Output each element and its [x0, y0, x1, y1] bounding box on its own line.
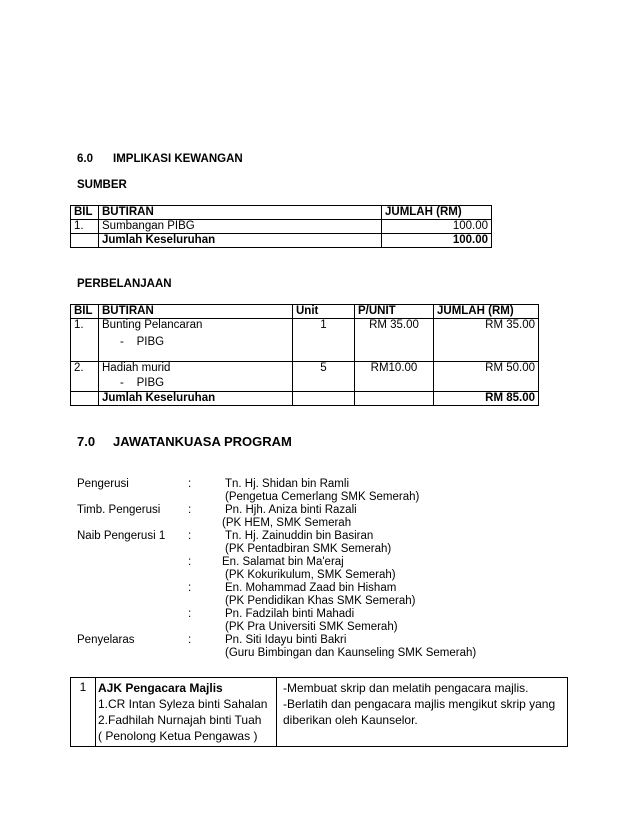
header-unit: Unit: [293, 305, 355, 319]
colon: :: [188, 608, 192, 620]
total-value: RM 85.00: [434, 392, 539, 406]
table-header-row: [71, 305, 539, 319]
cell-butiran: [99, 319, 293, 362]
colon: :: [188, 530, 192, 542]
colon: :: [188, 582, 192, 594]
colon: :: [188, 556, 192, 568]
colon: :: [188, 478, 192, 490]
ajk-task: -Berlatih dan pengacara majlis mengikut skrip yang: [283, 697, 556, 711]
header-jumlah: JUMLAH (RM): [382, 206, 492, 220]
member-name: Tn. Hj. Zainuddin bin Basiran: [225, 530, 374, 542]
role-label: Pengerusi: [77, 478, 129, 490]
cell-bil: 1.: [71, 319, 99, 362]
role-label: Naib Pengerusi 1: [77, 530, 166, 542]
empty-cell: [355, 392, 434, 406]
table-row: [71, 220, 492, 234]
ajk-task: -Membuat skrip dan melatih pengacara majlis.: [283, 681, 529, 695]
member-post: (PK Pentadbiran SMK Semerah): [225, 543, 392, 555]
member-post: (Pengetua Cemerlang SMK Semerah): [225, 491, 420, 503]
header-butiran: BUTIRAN: [99, 206, 382, 220]
role-label: Penyelaras: [77, 634, 135, 646]
cell-ajk: [96, 678, 277, 747]
item-label: Hadiah murid: [102, 362, 171, 374]
cell-bil: 2.: [71, 362, 99, 392]
cell-no: 1: [71, 678, 96, 747]
colon: :: [188, 634, 192, 646]
member-post: (PK Pra Universiti SMK Semerah): [225, 621, 398, 633]
total-label: Jumlah Keseluruhan: [99, 234, 382, 248]
cell-jumlah: 100.00: [382, 220, 492, 234]
header-butiran: BUTIRAN: [99, 305, 293, 319]
cell-unit: 5: [293, 362, 355, 392]
cell-butiran: Sumbangan PIBG: [99, 220, 382, 234]
perbelanjaan-table: [70, 304, 539, 406]
item-label: Bunting Pelancaran: [102, 319, 203, 331]
table-row: [71, 319, 539, 362]
item-sub: - PIBG: [120, 336, 165, 348]
ajk-table: [70, 677, 568, 747]
member-name: Pn. Fadzilah binti Mahadi: [225, 608, 355, 620]
empty-cell: [71, 234, 99, 248]
member-name: En. Mohammad Zaad bin Hisham: [225, 582, 397, 594]
sumber-heading: SUMBER: [77, 179, 127, 191]
table-row: [71, 678, 568, 747]
header-bil: BIL: [71, 305, 99, 319]
table-total-row: [71, 392, 539, 406]
ajk-member: 2.Fadhilah Nurnajah binti Tuah: [98, 713, 262, 727]
empty-cell: [293, 392, 355, 406]
cell-jumlah: RM 50.00: [434, 362, 539, 392]
table-row: [71, 362, 539, 392]
table-total-row: [71, 234, 492, 248]
member-name: Pn. Siti Idayu binti Bakri: [225, 634, 347, 646]
section-number: 7.0: [77, 434, 96, 449]
table-header-row: [71, 206, 492, 220]
section-title: JAWATANKUASA PROGRAM: [113, 434, 292, 449]
role-label: Timb. Pengerusi: [77, 504, 161, 516]
member-name: Tn. Hj. Shidan bin Ramli: [225, 478, 349, 490]
perbelanjaan-heading: PERBELANJAAN: [77, 278, 172, 290]
item-sub: - PIBG: [120, 377, 165, 389]
total-value: 100.00: [382, 234, 492, 248]
empty-cell: [71, 392, 99, 406]
ajk-title: AJK Pengacara Majlis: [98, 681, 223, 695]
ajk-member: 1.CR Intan Syleza binti Sahalan: [98, 697, 268, 711]
member-post: (PK Pendidikan Khas SMK Semerah): [225, 595, 416, 607]
header-jumlah: JUMLAH (RM): [434, 305, 539, 319]
member-post: (PK HEM, SMK Semerah: [222, 517, 352, 529]
section-title: IMPLIKASI KEWANGAN: [113, 153, 243, 165]
total-label: Jumlah Keseluruhan: [99, 392, 293, 406]
cell-tasks: [277, 678, 568, 747]
ajk-task: diberikan oleh Kaunselor.: [283, 713, 418, 727]
cell-unit: 1: [293, 319, 355, 362]
cell-butiran: [99, 362, 293, 392]
cell-punit: RM10.00: [355, 362, 434, 392]
member-post: (PK Kokurikulum, SMK Semerah): [225, 569, 396, 581]
ajk-member: ( Penolong Ketua Pengawas ): [98, 729, 258, 743]
header-punit: P/UNIT: [355, 305, 434, 319]
member-name: En. Salamat bin Ma'eraj: [222, 556, 344, 568]
cell-punit: RM 35.00: [355, 319, 434, 362]
member-name: Pn. Hjh. Aniza binti Razali: [225, 504, 357, 516]
cell-bil: 1.: [71, 220, 99, 234]
cell-jumlah: RM 35.00: [434, 319, 539, 362]
header-bil: BIL: [71, 206, 99, 220]
member-post: (Guru Bimbingan dan Kaunseling SMK Semerah): [225, 647, 477, 659]
section-number: 6.0: [77, 153, 93, 165]
colon: :: [188, 504, 192, 516]
sumber-table: [70, 205, 492, 248]
